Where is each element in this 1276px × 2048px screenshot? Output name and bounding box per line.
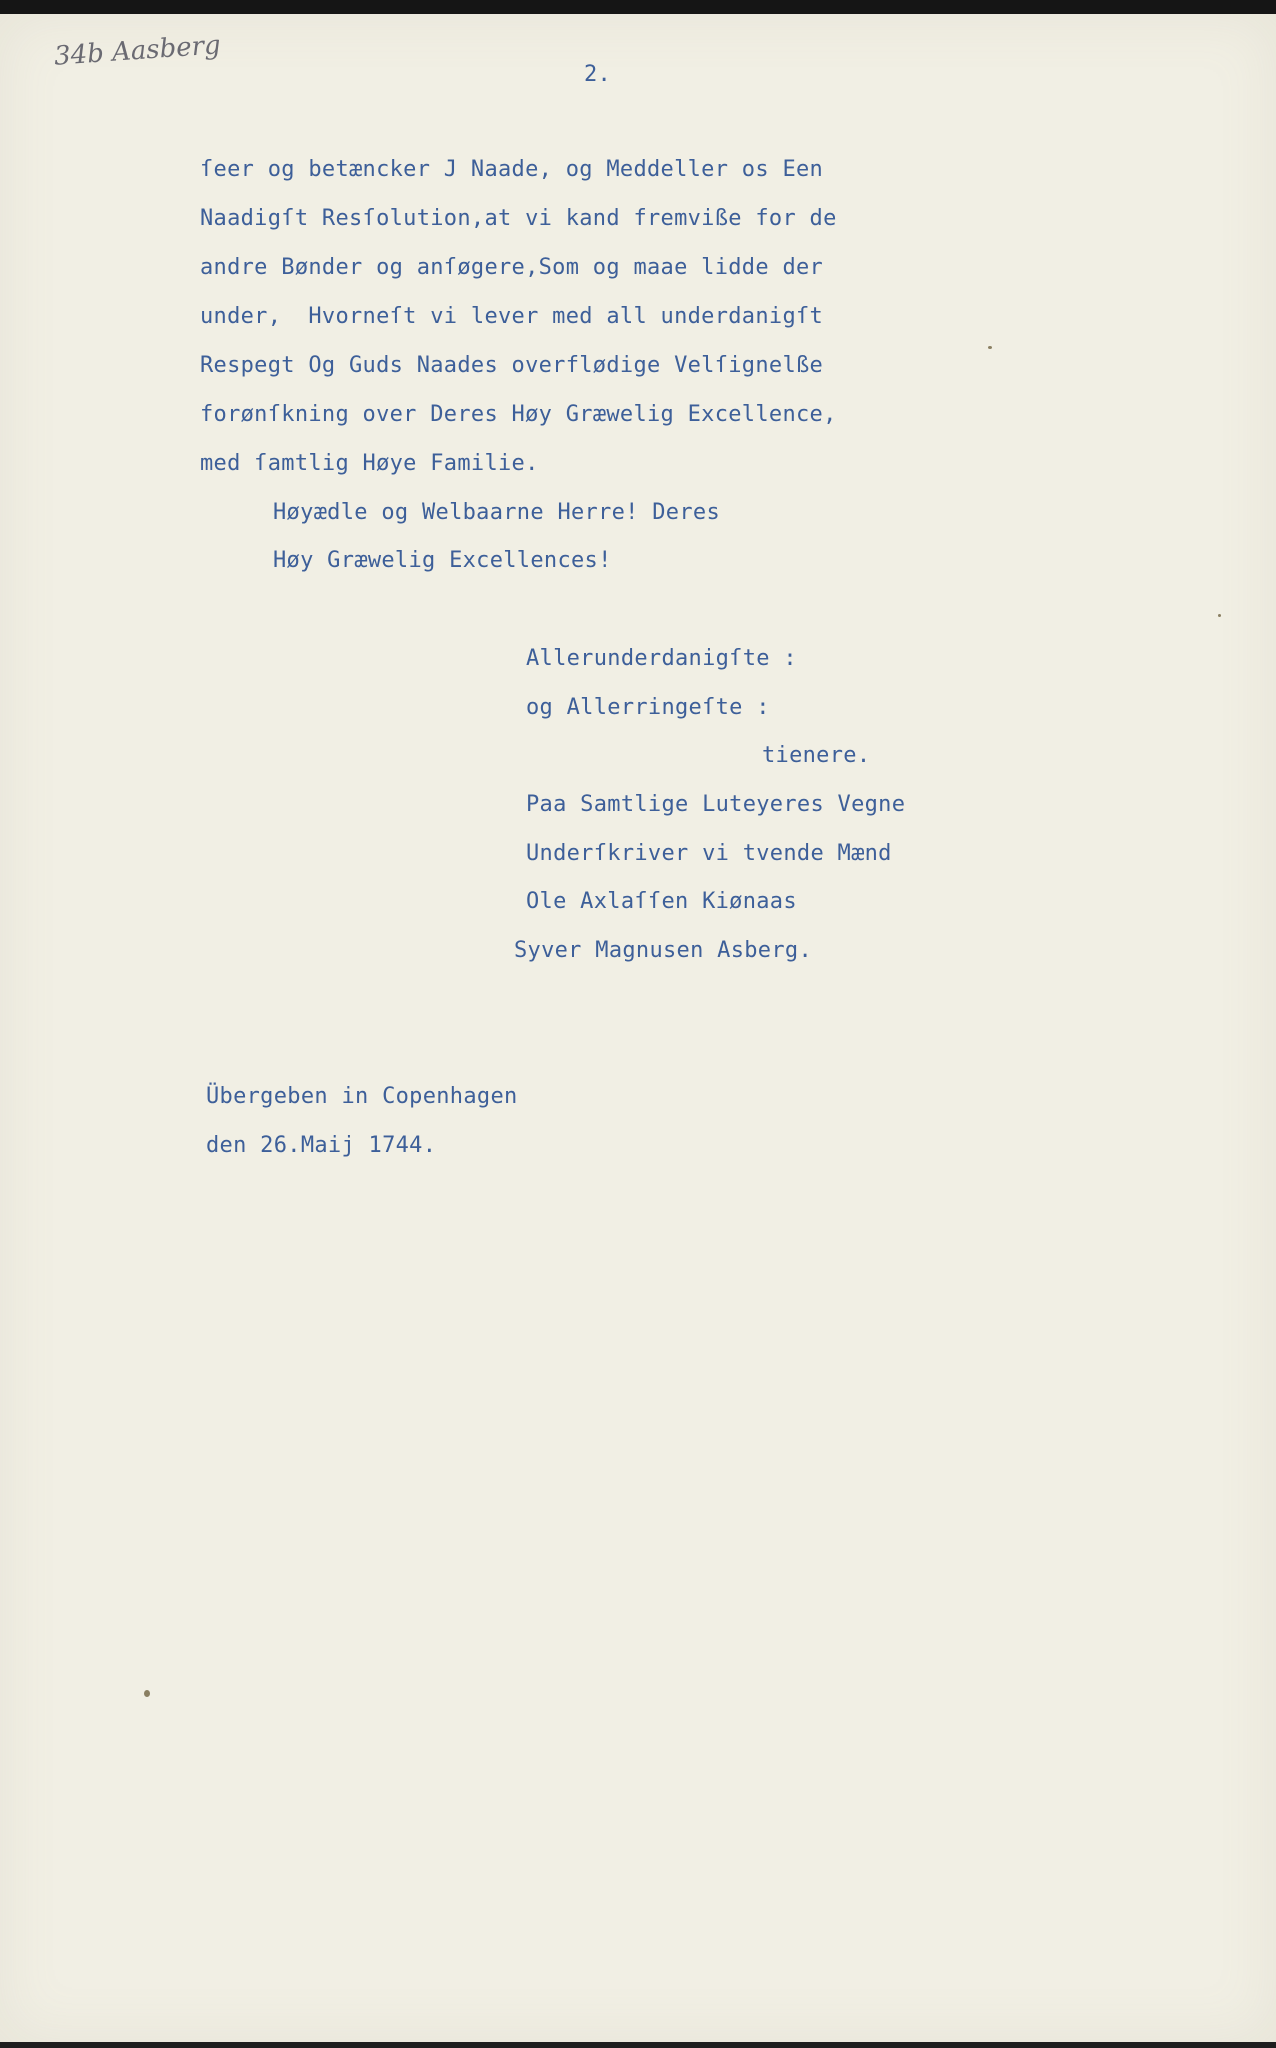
body-line: ſeer og betæncker J Naade, og Meddeller os Een — [200, 157, 824, 182]
salutation-line: Høy Græwelig Excellences! — [273, 548, 612, 573]
ink-speck — [1218, 614, 1221, 617]
body-line: Respegt Og Guds Naades overflødige Velſignelße — [200, 353, 824, 378]
scan-top-edge — [0, 0, 1276, 14]
page-number: 2. — [584, 62, 612, 87]
closing-line: Allerunderdanigſte : — [526, 646, 797, 671]
body-line: under, Hvorneſt vi lever med all underdanigſt — [200, 304, 824, 329]
footer-line: den 26.Maij 1744. — [206, 1133, 437, 1158]
ink-speck — [988, 346, 992, 349]
closing-line: og Allerringeſte : — [526, 695, 770, 720]
body-line: med ſamtlig Høye Familie. — [200, 451, 539, 476]
ink-speck — [144, 1690, 150, 1697]
salutation-line: Høyædle og Welbaarne Herre! Deres — [273, 500, 720, 525]
body-line: andre Bønder og anſøgere,Som og maae lidde der — [200, 255, 824, 280]
document-page — [0, 14, 1276, 2042]
closing-line: Paa Samtlige Luteyeres Vegne — [526, 792, 906, 817]
closing-line: Underſkriver vi tvende Mænd — [526, 841, 892, 866]
margin-note: 34b Aasberg — [53, 30, 222, 72]
signatory-name: Ole Axlaſſen Kiønaas — [526, 889, 797, 914]
signatory-name: Syver Magnusen Asberg. — [514, 938, 812, 963]
body-line: forønſkning over Deres Høy Græwelig Excellence, — [200, 402, 837, 427]
closing-line: tienere. — [762, 743, 871, 768]
footer-line: Übergeben in Copenhagen — [206, 1084, 518, 1109]
body-line: Naadigſt Resſolution,at vi kand fremviße for de — [200, 206, 837, 231]
